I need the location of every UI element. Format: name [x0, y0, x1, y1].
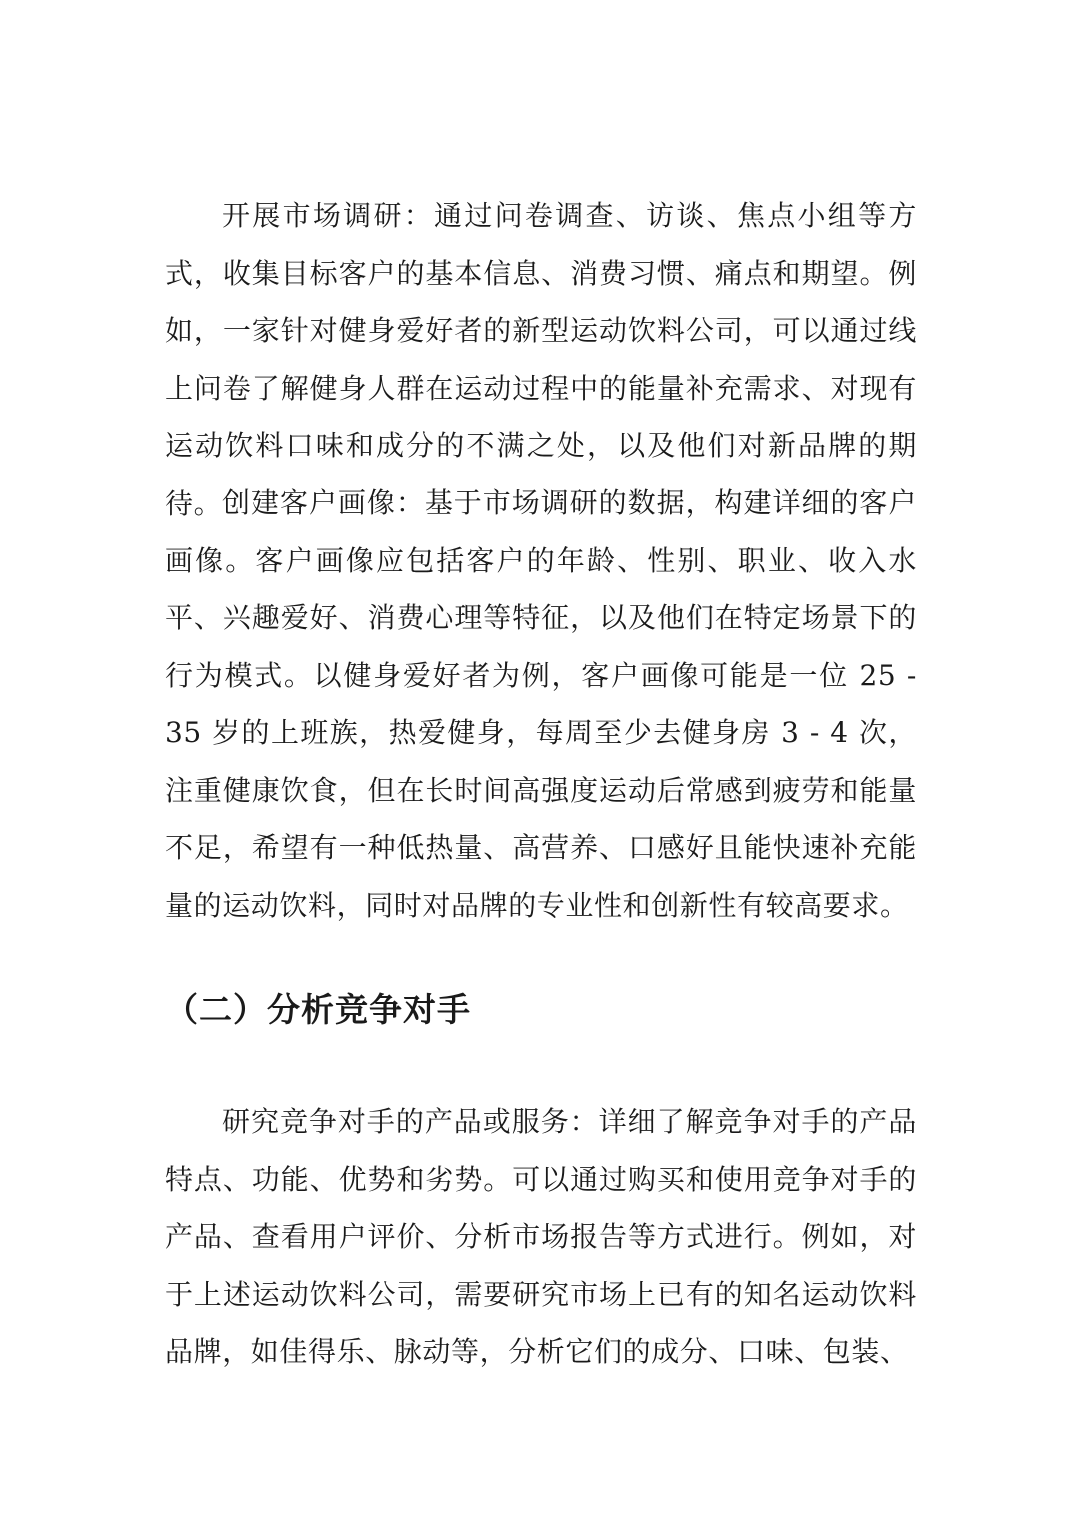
paragraph-competitor-products: 研究竞争对手的产品或服务：详细了解竞争对手的产品特点、功能、优势和劣势。可以通过购买和使用竞争对手的产品、查看用户评价、分析市场报告等方式进行。例如，对于上述运动饮料公司，需要研究市场上已有的知名运动饮料品牌，如佳得乐、脉动等，分析它们的成分、口味、包装、: [165, 1105, 917, 1368]
paragraph-market-research: 开展市场调研：通过问卷调查、访谈、焦点小组等方式，收集目标客户的基本信息、消费习惯、痛点和期望。例如，一家针对健身爱好者的新型运动饮料公司，可以通过线上问卷了解健身人群在运动过程中的能量补充需求、对现有运动饮料口味和成分的不满之处，以及他们对新品牌的期待。: [165, 199, 917, 520]
paragraph-customer-persona: 创建客户画像：基于市场调研的数据，构建详细的客户画像。客户画像应包括客户的年龄、性别、职业、收入水平、兴趣爱好、消费心理等特征，以及他们在特定场景下的行为模式。以健身爱好者为例，客户画像可能是一位 25 - 35 岁的上班族，热爱健身，每周至少去健身房 3 - 4 次，注重健康饮食，但在长时间高强度运动后常感到疲劳和能量不足，希望有一种低热量、高营养、口感好且能快速补充能量的运动饮料，同时对品牌的专业性和创新性有较高要求。: [165, 486, 917, 922]
section-heading: （二）分析竞争对手: [165, 990, 471, 1029]
